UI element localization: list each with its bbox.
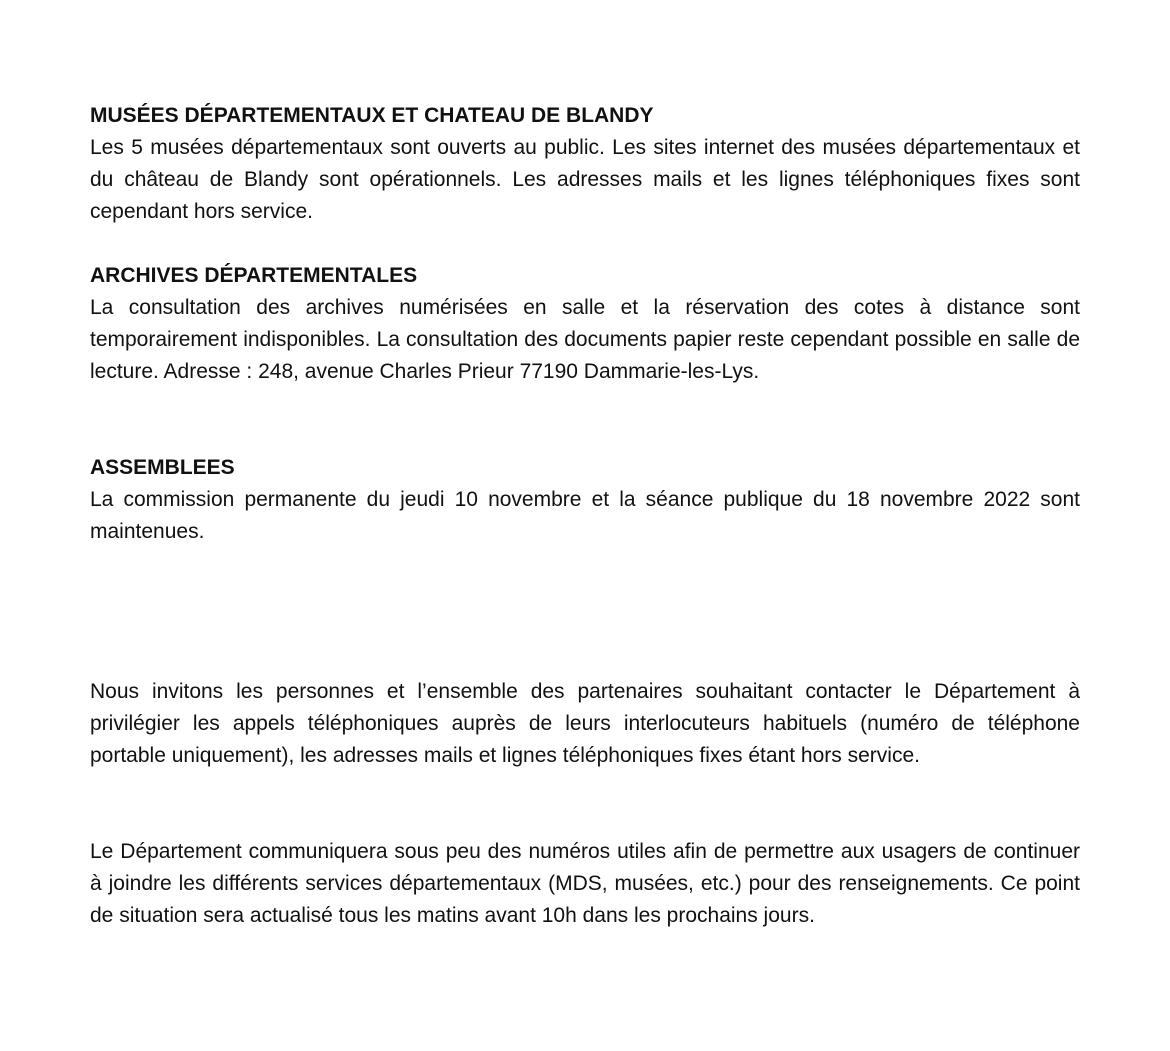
paragraph-communication-text: Le Département communiquera sous peu des numéros utiles afin de permettre aux usagers de continuer à joindre les différents services départementaux (MDS, musées, etc.) pour des renseignements. Ce point de situation sera actualisé tous les matins avant 10h dans les prochains jours. <box>90 840 1080 927</box>
section-assemblees <box>90 452 1080 548</box>
paragraph-communication <box>90 836 1080 932</box>
paragraph-invitation-text: Nous invitons les personnes et l’ensemble des partenaires souhaitant contacter le Département à privilégier les appels téléphoniques auprès de leurs interlocuteurs habituels (numéro de téléphone portable uniquement), les adresses mails et lignes téléphoniques fixes étant hors service. <box>90 680 1080 767</box>
section-body-musees: Les 5 musées départementaux sont ouverts au public. Les sites internet des musées départementaux et du château de Blandy sont opérationnels. Les adresses mails et les lignes téléphoniques fixes sont cependant hors service. <box>90 136 1080 223</box>
section-archives <box>90 260 1080 388</box>
section-title-assemblees: ASSEMBLEES <box>90 456 235 479</box>
section-body-archives: La consultation des archives numérisées en salle et la réservation des cotes à distance sont temporairement indisponibles. La consultation des documents papier reste cependant possible en salle de lecture. Adresse : 248, avenue Charles Prieur 77190 Dammarie-les-Lys. <box>90 296 1080 383</box>
section-body-assemblees: La commission permanente du jeudi 10 novembre et la séance publique du 18 novembre 2022 sont maintenues. <box>90 488 1080 543</box>
section-musees <box>90 100 1080 228</box>
section-title-archives: ARCHIVES DÉPARTEMENTALES <box>90 264 418 287</box>
section-title-musees: MUSÉES DÉPARTEMENTAUX ET CHATEAU DE BLANDY <box>90 104 654 127</box>
paragraph-invitation <box>90 676 1080 772</box>
